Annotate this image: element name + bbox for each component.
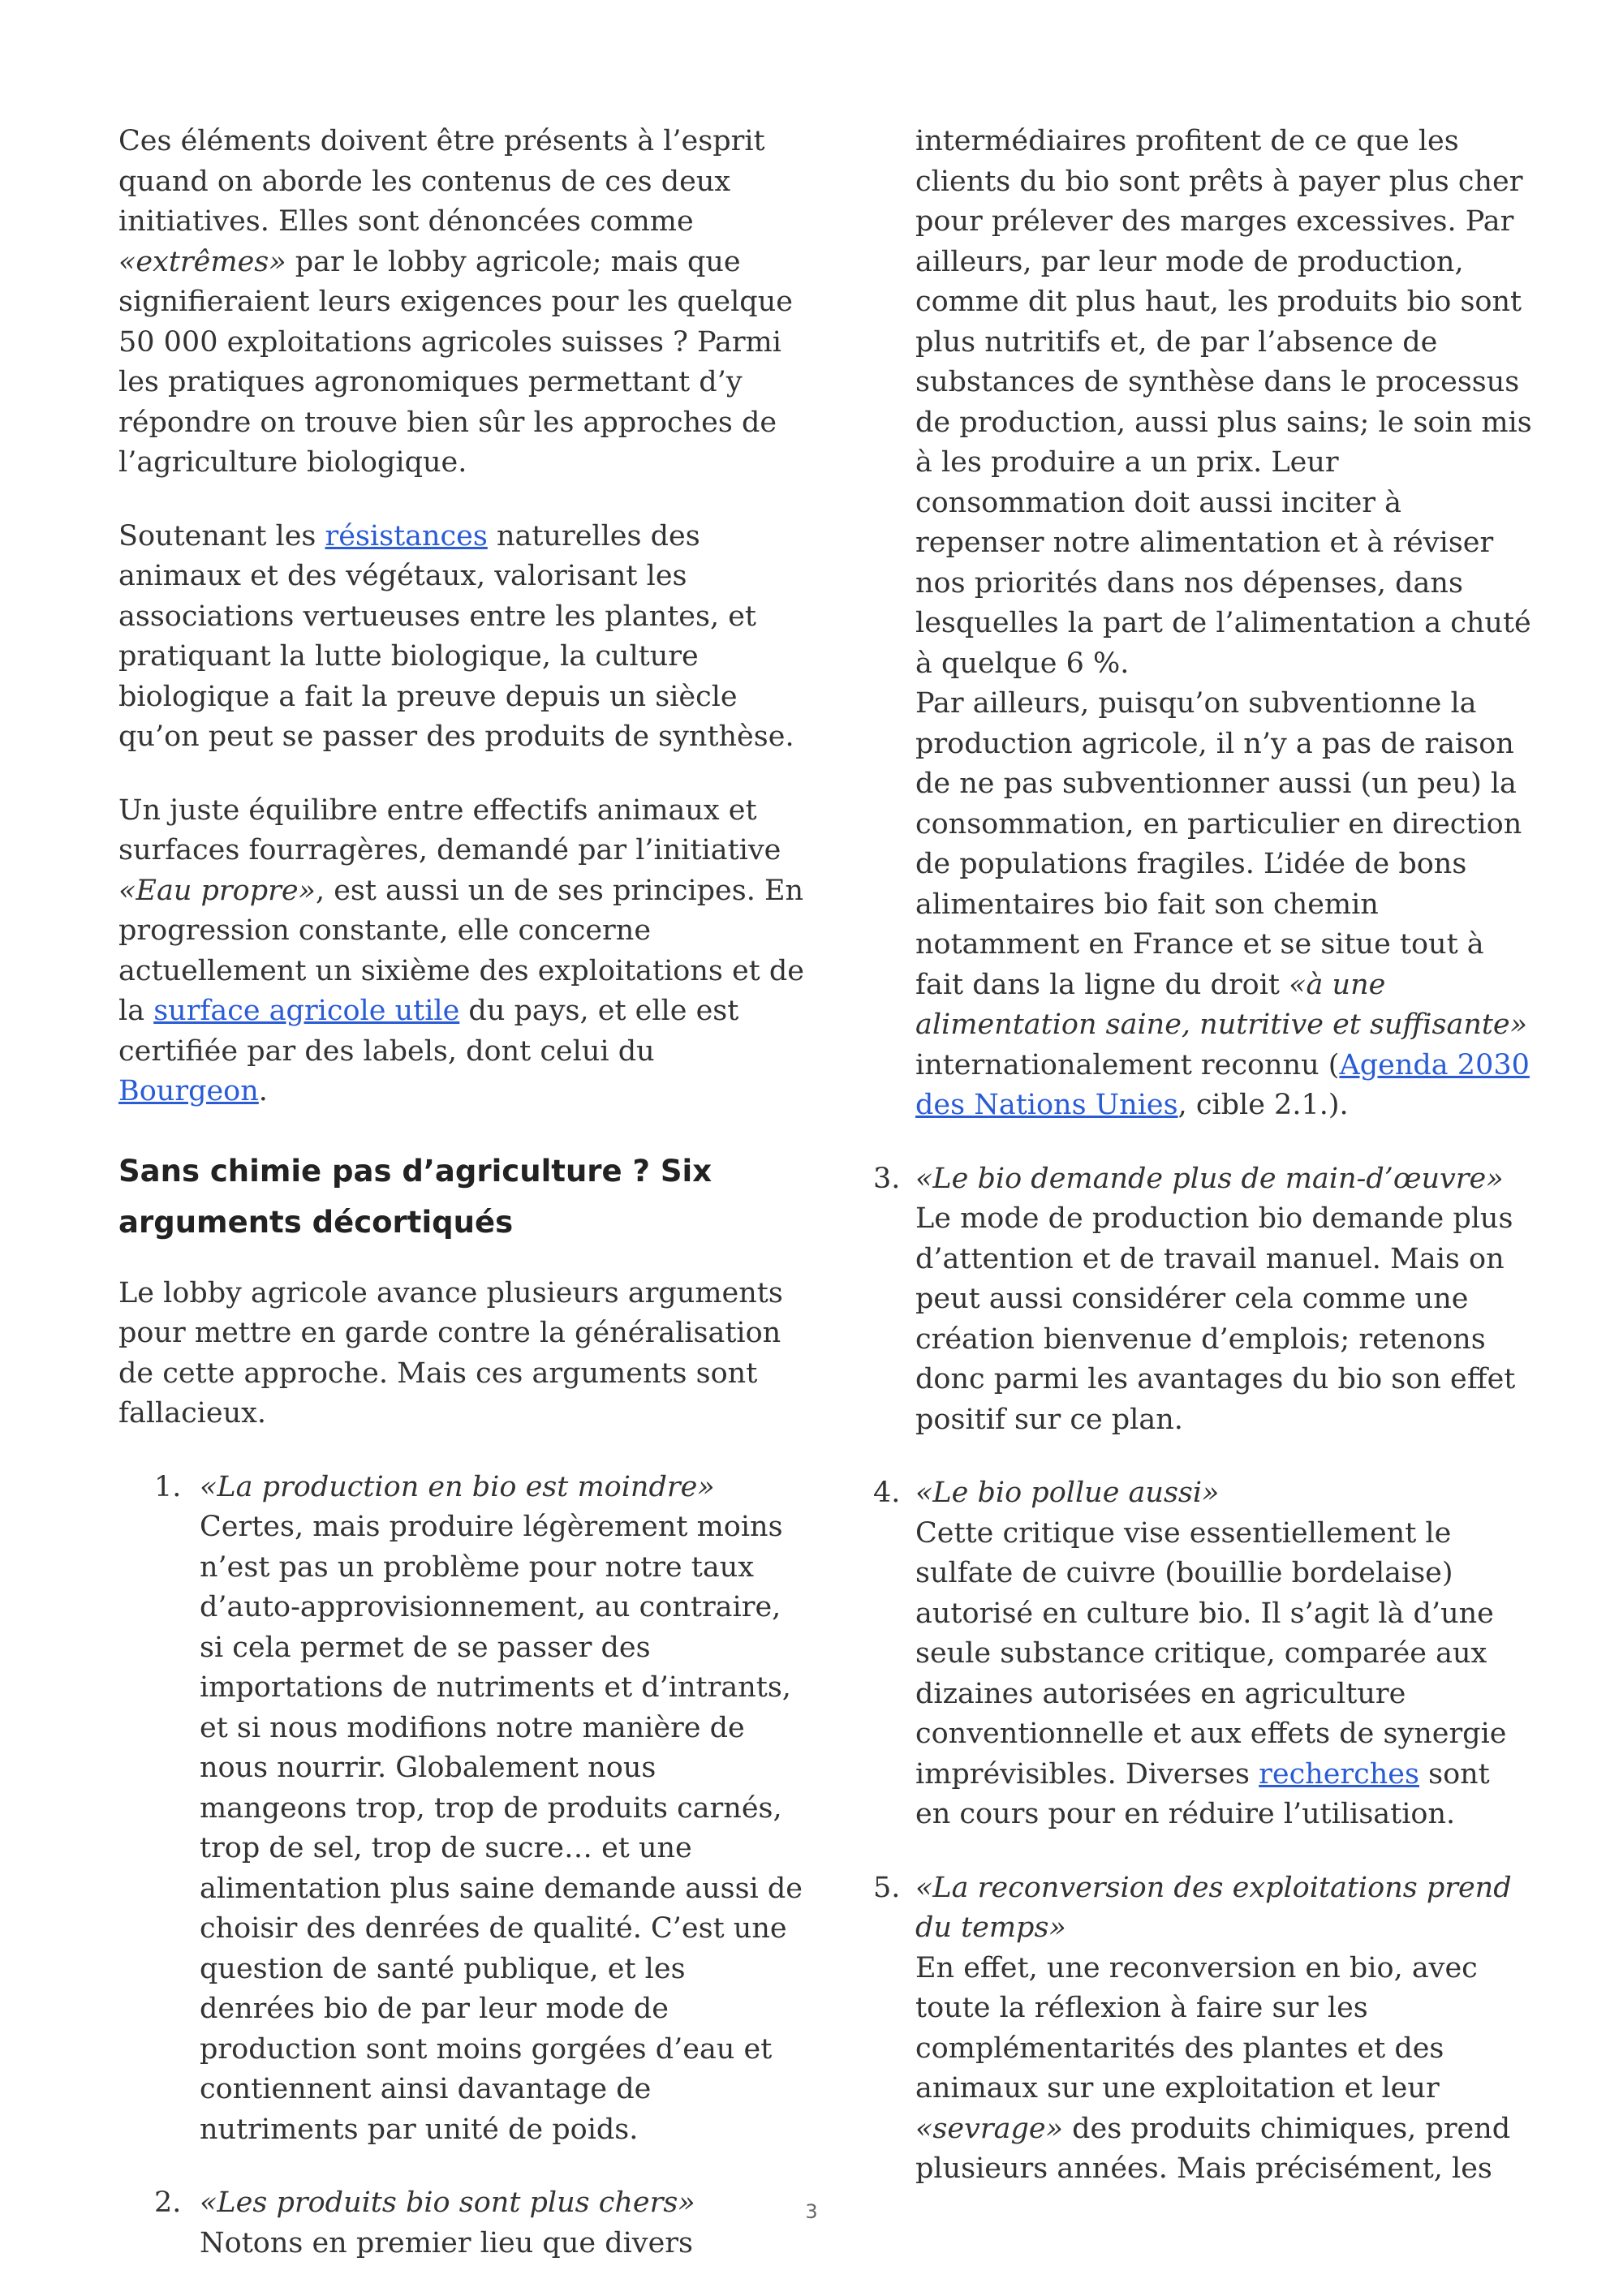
argument-body: Notons en premier lieu que divers <box>200 2226 693 2259</box>
argument-body: En effet, une reconversion en bio, avec toute la réflexion à faire sur les complémentarités des plantes et des animaux sur une exploitation et leur «sevrage» des produits chimiques, prend plusieurs années. Mais précisément, les <box>915 1951 1511 2185</box>
list-item-2 <box>118 2183 808 2264</box>
argument-title: «Le bio pollue aussi» <box>915 1477 1220 1509</box>
list-number: 2. <box>154 2186 182 2219</box>
list-item-5 <box>873 1868 1532 2190</box>
section-heading: Sans chimie pas d’agriculture ? Six arguments décortiqués <box>118 1153 712 1240</box>
page-number: 3 <box>805 2200 818 2223</box>
argument-title: «Le bio demande plus de main-d’œuvre» <box>915 1162 1504 1195</box>
list-item-3 <box>873 1159 1532 1441</box>
emphasis-extremes: «extrêmes» <box>118 245 286 278</box>
list-number: 5. <box>873 1871 901 1904</box>
argument-body: Par ailleurs, puisqu’on subventionne la production agricole, il n’y a pas de raison de ne pas subventionner aussi (un peu) la consommation, en particulier en direction de populations fragiles. L’idée de bons alimentaires bio fait son chemin notamment en France et se situe tout à fait dans la ligne du droit «à une alimentation saine, nutritive et suffisante» internationalement reconnu (Agenda 2030 des Nations Unies, cible 2.1.). <box>915 687 1530 1121</box>
paragraph-intro: Ces éléments doivent être présents à l’esprit quand on aborde les contenus de ces deux initiatives. Elles sont dénoncées comme «extrêmes» par le lobby agricole; mais que signifieraient leurs exigences pour les quelque 50 000 exploitations agricoles suisses ? Parmi les pratiques agronomiques permettant d’y répondre on trouve bien sûr les approches de l’agriculture biologique. <box>118 125 793 479</box>
link-resistances[interactable]: résistances <box>325 519 488 553</box>
link-recherches[interactable]: recherches <box>1259 1757 1419 1791</box>
list-item-1 <box>118 1468 808 2151</box>
argument-body: Le mode de production bio demande plus d’attention et de travail manuel. Mais on peut aussi considérer cela comme une création bienvenue d’emplois; retenons donc parmi les avantages du bio son effet positif sur ce plan. <box>915 1202 1516 1436</box>
argument-body: Certes, mais produire légèrement moins n’est pas un problème pour notre taux d’auto-approvisionnement, au contraire, si cela permet de se passer des importations de nutriments et d’intrants, et si nous modifions notre manière de nous nourrir. Globalement nous mangeons trop, trop de produits carnés, trop de sel, trop de sucre… et une alimentation plus saine demande aussi de choisir des denrées de qualité. C’est une question de santé publique, et les denrées bio de par leur mode de production sont moins gorgées d’eau et contiennent ainsi davantage de nutriments par unité de poids. <box>200 1511 803 2146</box>
emphasis-eau-propre: «Eau propre» <box>118 874 316 907</box>
right-column <box>873 122 1532 2190</box>
list-item-2-continued <box>915 122 1532 1126</box>
argument-title: «Les produits bio sont plus chers» <box>200 2186 695 2219</box>
paragraph-resistances: Soutenant les résistances naturelles des animaux et des végétaux, valorisant les associations vertueuses entre les plantes, et pratiquant la lutte biologique, la culture biologique a fait la preuve depuis un siècle qu’on peut se passer des produits de synthèse. <box>118 519 794 753</box>
list-item-4 <box>873 1473 1532 1835</box>
left-column <box>118 122 808 2264</box>
paragraph-lobby: Le lobby agricole avance plusieurs arguments pour mettre en garde contre la généralisation de cette approche. Mais ces arguments sont fallacieux. <box>118 1276 783 1430</box>
link-bourgeon[interactable]: Bourgeon <box>118 1075 259 1107</box>
link-agenda-2030[interactable]: Agenda 2030 des Nations Unies <box>915 1048 1530 1121</box>
argument-body: intermédiaires profitent de ce que les clients du bio sont prêts à payer plus cher pour prélever des marges excessives. Par ailleurs, par leur mode de production, comme dit plus haut, les produits bio sont plus nutritifs et, de par l’absence de substances de synthèse dans le processus de production, aussi plus sains; le soin mis à les produire a un prix. Leur consommation doit aussi inciter à repenser notre alimentation et à réviser nos priorités dans nos dépenses, dans lesquelles la part de l’alimentation a chuté à quelque 6 %. <box>915 125 1532 680</box>
paragraph-equilibre: Un juste équilibre entre effectifs animaux et surfaces fourragères, demandé par l’initiative «Eau propre», est aussi un de ses principes. En progression constante, elle concerne actuellement un sixième des exploitations et de la surface agricole utile du pays, et elle est certifiée par des labels, dont celui du Bourgeon. <box>118 793 804 1107</box>
list-number: 1. <box>154 1470 182 1503</box>
list-number: 4. <box>873 1477 901 1509</box>
argument-title: «La production en bio est moindre» <box>200 1470 715 1503</box>
list-number: 3. <box>873 1162 901 1195</box>
link-surface-agricole-utile[interactable]: surface agricole utile <box>153 995 460 1027</box>
argument-title: «La reconversion des exploitations prend du temps» <box>915 1871 1512 1944</box>
argument-body: Cette critique vise essentiellement le sulfate de cuivre (bouillie bordelaise) autorisé en culture bio. Il s’agit là d’une seule substance critique, comparée aux dizaines autorisées en agriculture conventionnelle et aux effets de synergie imprévisibles. Diverses recherches sont en cours pour en réduire l’utilisation. <box>915 1516 1507 1830</box>
emphasis-sevrage: «sevrage» <box>915 2112 1063 2145</box>
emphasis-droit-alimentation: «à une alimentation saine, nutritive et suffisante» <box>915 968 1528 1041</box>
